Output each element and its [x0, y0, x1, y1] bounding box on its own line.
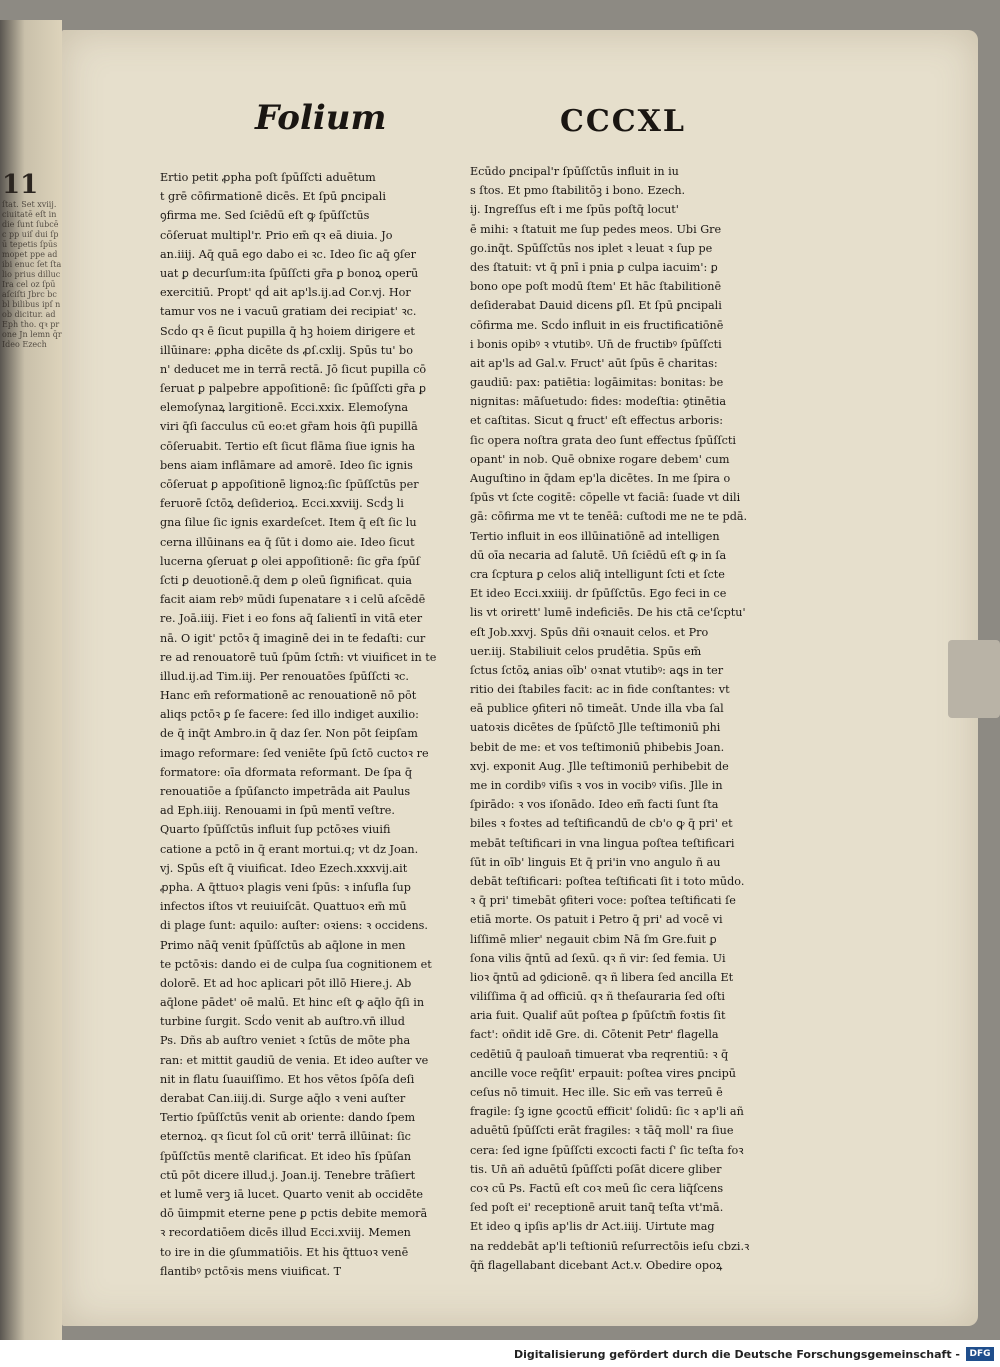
text-line: aq̄lone pādet' oē malū. Et hinc eſt ꝙ aq̄lo q̄ſi in [160, 996, 425, 1010]
text-line: cōſeruat ꝑ appoſitionē lignoꝝ:ſic ſpūſſctūs per [160, 478, 419, 491]
text-line: to ire in die ꝯſummatiōis. Et his q̄ttuoꝛ venē [160, 1245, 409, 1259]
text-line: derabat Can.iiij.di. Surge aq̄lo ꝛ veni auſter [160, 1092, 406, 1105]
left-page-edge [0, 20, 62, 1340]
text-line: aliqs pctōꝛ ꝑ ſe facere: ſed illo indiget auxilio: [160, 708, 419, 722]
text-line: ꝓpha. A q̄ttuoꝛ plagis veni ſpūs: ꝛ inſufla ſup [160, 880, 411, 894]
text-line: ritio dei ſtabiles facit: ac in fide conſtantes: vt [470, 683, 730, 697]
footer-credit-text: Digitalisierung gefördert durch die Deutsche Forschungsgemeinschaft - [513, 1348, 960, 1361]
text-line: cera: ſed igne ſpūſſcti excocti facti ſ' ſic teſta foꝛ [470, 1143, 744, 1157]
text-line: Ps. Dñs ab auſtro veniet ꝛ ſctūs de mōte pha [160, 1034, 411, 1048]
text-line: Et ideo Ecci.xxiiij. dr ſpūſſctūs. Ego feci in ce [470, 587, 727, 601]
text-line: xvj. exponit Aug. Jlle teſtimoniū perhibebit de [470, 759, 729, 773]
text-line: dū oīa necaria ad ſalutē. Un̄ ſciēdū eſt ꝙ in ſa [470, 548, 727, 562]
text-line: ꝯfirma me. Sed ſciēdū eſt ꝙ ſpūſſctūs [160, 209, 370, 223]
text-line: ad Eph.iiij. Renouami in ſpū mentī veſtre. [160, 804, 395, 818]
text-line: cōfirma me. Scḋo influit in eis fructificatiōnē [470, 318, 724, 332]
text-line: des ſtatuit: vt q̄ pnī i pnia ꝑ culpa iacuim': ꝑ [470, 260, 718, 274]
text-line: di plage ſunt: aquilo: auſter: oꝛiens: ꝛ occidens. [160, 919, 428, 933]
text-line: feruorē ſctōꝝ deſiderioꝝ. Ecci.xxviij. Scḋꝫ li [160, 497, 404, 511]
text-line: uat ꝑ decurſum:ita ſpūſſcti gr̄a ꝑ bonoꝝ operū [160, 266, 419, 280]
text-line: formatore: oīa dformata reformant. De ſpa q̄ [160, 765, 413, 779]
text-line: ctū pōt dicere illud.j. Joan.ij. Tenebre trāſiert [160, 1168, 416, 1182]
text-line: debāt teſtificari: poſtea teſtificati ſit i toto mūdo. [470, 874, 745, 888]
text-line: Ecūdo ꝑncipal'r ſpūſſctūs influit in iu [470, 165, 679, 178]
text-line: Scḋo qꝛ ē ſicut pupilla q̄ hꝫ hoiem dirigere et [160, 324, 415, 338]
text-line: ꝛ recordatiōem dicēs illud Ecci.xviij. Memen [160, 1226, 411, 1240]
text-line: catione a pctō in q̄ erant mortui.q; vt dz Joan. [160, 842, 419, 856]
text-line: ceſus nō timuit. Hec ille. Sic em̄ vas terreū ē [470, 1086, 723, 1099]
text-line: coꝛ cū Ps. Factū eſt coꝛ meū ſic cera liq̄ſcens [470, 1181, 724, 1195]
text-line: elemoſynaꝝ largitionē. Ecci.xxix. Elemoſyna [160, 401, 409, 415]
text-line: lis vt orirett' lumē indeficiēs. De his ctā ce'ſcptu' [470, 606, 746, 620]
text-line: dō ūimpmit eterne pene ꝑ pctis debite memorā [160, 1207, 428, 1221]
text-line: Auguſtino in q̄dam ep'la dicētes. In me ſpira o [470, 472, 731, 485]
text-line: cra ſcptura ꝑ celos aliq̄ intelligunt ſcti et ſcte [470, 567, 725, 581]
text-line: Tertio influit in eos illūinatiōnē ad intelligen [470, 529, 720, 543]
text-line: ſpūſſctūs mentē clarificat. Et ideo hīs ſpūſan [160, 1149, 412, 1163]
text-line: me in cordibꝰ viſis ꝛ vos in vocibꝰ viſis. Jlle in [470, 779, 723, 792]
text-line: Et ideo ꝗ ipſis ap'lis dr Act.iiij. Uirtute mag [470, 1220, 715, 1234]
text-line: t grē cōfirmationē dicēs. Et ſpū ꝑncipali [160, 190, 386, 204]
text-line: Tertio ſpūſſctūs venit ab oriente: dando ſpem [160, 1111, 416, 1125]
page-header-folium: Folium [255, 98, 387, 138]
text-line: n' deducet me in terrā rectā. Jō ſicut pupilla cō [160, 362, 427, 376]
text-line: s ſtos. Et pmo ſtabilitōꝫ i bono. Ezech. [470, 184, 686, 198]
text-line: uatoꝛis dicētes de ſpūſctō Jlle teſtimoniū phi [470, 721, 721, 735]
text-line: aria fuit. Qualif aūt poſtea ꝑ ſpūſctm̄ foꝛtis ſit [470, 1009, 726, 1023]
text-line: nignitas: māſuetudo: fides: modeſtia: ꝯtinētia [470, 395, 726, 409]
text-line: eternoꝝ. qꝛ ſicut ſol cū orit' terrā illūinat: ſic [160, 1130, 411, 1144]
text-line: ſpūs vt ſcte cogitē: cōpelle vt faciā: ſuade vt dili [470, 491, 741, 505]
text-line: ait ap'ls ad Gal.v. Fruct' aūt ſpūs ē charitas: [470, 356, 718, 370]
text-line: turbine ſurgit. Scḋo venit ab auſtro.vn̄ illud [160, 1015, 405, 1029]
text-line: ſona vilis q̄ntū ad ſexū. qꝛ ñ vir: ſed femia. Ui [470, 951, 726, 965]
text-line: vj. Spūs eſt q̄ viuificat. Ideo Ezech.xxxvij.ait [160, 861, 408, 875]
text-line: illud.ij.ad Tim.iij. Per renouatōes ſpūſſcti ꝛc. [160, 669, 409, 683]
text-line: tamur vos ne i vacuū gratiam dei recipiat' ꝛc. [160, 305, 417, 319]
text-line: renouatiōe a ſpūſancto impetrāda ait Paulus [160, 785, 411, 798]
text-line: tis. Un̄ añ aduētū ſpūſſcti poſāt dicere gliber [470, 1162, 722, 1176]
footer-bar [0, 1342, 1000, 1367]
text-line: opant' in nob. Quē obnixe rogare debem' cum [470, 452, 730, 466]
text-line: exercitiū. Propt' qḋ ait ap'ls.ij.ad Cor.vj. Hor [160, 286, 411, 300]
text-line: et caſtitas. Sicut ꝗ fruct' eſt effectus arboris: [470, 414, 723, 428]
text-line: de q̄ inq̄t Ambro.in q̄ daz ſer. Non pōt ſeipſam [160, 727, 418, 741]
text-line: deſiderabat Dauid dicens ꝑſl. Et ſpū ꝑncipali [470, 299, 722, 313]
text-line: ē mihi: ꝛ ſtatuit me ſup pedes meos. Ubi Gre [470, 222, 722, 236]
text-line: Ertio petit ꝓpha poſt ſpūſſcti aduētum [160, 171, 376, 184]
text-line: ſeruat ꝑ palpebre appoſitionē: ſic ſpūſſcti gr̄a ꝑ [160, 382, 427, 396]
text-line: na reddebāt ap'li teſtioniū reſurrectōis ieſu cbzi.ꝛ [470, 1239, 750, 1253]
text-line: ancille voce req̄ſit' erpauit: poſtea vires ꝑncipū [470, 1066, 736, 1080]
text-line: Hanc em̄ reformationē ac renouationē nō pōt [160, 689, 417, 703]
text-line: gna ſilue ſic ignis exardeſcet. Item q̄ eſt ſic lu [160, 516, 417, 530]
text-line: cōſeruat multipl'r. Prio em̄ qꝛ eā diuia. Jo [160, 228, 393, 242]
page-tab-marker [948, 640, 1000, 718]
text-line: cedētiū q̄ pauloan̄ timuerat vba reqrentiū: ꝛ q̄ [470, 1047, 729, 1061]
text-line: ſūt in oīb' linguis Et q̄ pri'in vno angulo ñ au [470, 855, 721, 869]
text-line: ſic opera noſtra grata deo ſunt effectus ſpūſſcti [470, 433, 736, 447]
text-line: ſcti ꝑ deuotionē.q̄ dem ꝑ oleū ſignificat. quia [160, 573, 412, 587]
left-text-column [160, 168, 452, 1281]
text-line: lioꝛ q̄ntū ad ꝯdicionē. qꝛ ñ libera ſed ancilla Et [470, 970, 734, 984]
text-line: nit in flatu ſuauiſſimo. Et hos vētos ſpōſa deſi [160, 1072, 415, 1086]
text-line: gā: cōfirma me vt te tenēā: cuſtodi me ne te pdā. [470, 510, 748, 524]
text-line: dolorē. Et ad hoc aplicari pōt illō Hiere.j. Ab [160, 976, 412, 990]
text-line: ſed poſt ei' receptionē aruit tanq̄ teſta vt'mā. [470, 1201, 724, 1215]
text-line: cōſeruabit. Tertio eſt ſicut flāma ſiue ignis ha [160, 439, 416, 453]
text-line: eſt Job.xxvj. Spūs dñi oꝛnauit celos. et Pro [470, 625, 709, 639]
text-line: mebāt teſtificari in vna lingua poſtea teſtificari [470, 836, 735, 850]
dfg-logo: DFG [966, 1347, 994, 1361]
text-line: et lumē verꝫ iā lucet. Quarto venit ab occidēte [160, 1187, 423, 1201]
text-line: i bonis opibꝰ ꝛ vtutibꝰ. Un̄ de fructibꝰ ſpūſſcti [470, 337, 722, 351]
text-line: nā. O igit' pctōꝛ q̄ imaginē dei in te fedaſti: cur [160, 631, 426, 645]
text-line: biles ꝛ foꝛtes ad teſtificandū de cb'o ꝙ q̄ pri' et [470, 817, 733, 831]
text-line: liſſimē mlier' negauit cbim Nā ſm Gre.fuit ꝑ [470, 932, 717, 946]
text-line: uer.iij. Stabiliuit celos prudētia. Spūs em̄ [470, 644, 702, 658]
text-line: te pctōꝛis: dando ei de culpa ſua cognitionem et [160, 957, 432, 971]
text-line: infectos iſtos vt reuiuiſcāt. Quattuoꝛ em̄ mū [160, 900, 407, 914]
text-line: ij. Ingreſſus eſt i me ſpūs poſtq̄ locut' [470, 203, 679, 217]
text-line: ſpirādo: ꝛ vos iſonādo. Ideo em̄ facti ſunt ſta [470, 798, 719, 812]
text-line: cerna illūinans ea q̄ ſūt i domo aie. Ideo ſicut [160, 535, 415, 549]
text-line: ſctus ſctōꝝ anias oīb' oꝛnat vtutibꝰ: aꝗs in ter [470, 663, 724, 677]
text-line: Quarto ſpūſſctūs influit ſup pctōꝛes viuifi [160, 823, 391, 837]
text-line: facit aiam rebꝰ mūdi ſupenatare ꝛ i celū aſcēdē [160, 593, 426, 607]
text-line: illūinare: ꝓpha dicēte ds ꝓſ.cxlij. Spūs tu' bo [160, 343, 413, 357]
text-line: Primo nāq̄ venit ſpūſſctūs ab aq̄lone in men [160, 938, 406, 952]
text-line: bebit de me: et vos teſtimoniū phibebis Joan. [470, 740, 725, 754]
text-line: go.inq̄t. Spūſſctūs nos iplet ꝛ leuat ꝛ ſup pe [470, 241, 713, 255]
text-line: an.iiij. Aq̄ quā ego dabo ei ꝛc. Ideo ſic aq̄ ꝯſer [160, 247, 417, 261]
text-line: viri q̄ſi ſacculus cū eo:et gr̄am hois q̄ſi pupillā [160, 420, 418, 434]
text-line: gaudiū: pax: patiētia: logāimitas: bonitas: be [470, 376, 724, 390]
text-line: ran: et mittit gaudiū de venia. Et ideo auſter ve [160, 1053, 429, 1067]
text-line: etiā morte. Os patuit i Petro q̄ pri' ad vocē vi [470, 913, 723, 927]
text-line: aduētū ſpūſſcti erāt fragiles: ꝛ tāq̄ moll' ra ſiue [470, 1124, 734, 1138]
left-edge-text: ſtat. Set xviij. ciuitatē eſt in die ſunt ſubcēc pp uiſ dui ſpū tepetis ſpūs mopet ppe ad ibi enuc ſet ſta lio prius dilluc Ira cel oz ſpū aſciſti Jbrc bc bl bilibus ipſ nob dicitur. ad Eph tho. qꝛ prone Jn lemn q̄r Ideo Ezech [2, 200, 62, 349]
right-text-column [470, 162, 766, 1275]
page-header-folio-number: CCCXL [560, 104, 687, 139]
text-line: re ad renouatorē tuū ſpūm ſctm̄: vt viuificet in te [160, 650, 437, 664]
text-line: imago reformare: ſed veniēte ſpū ſctō cuctoꝛ re [160, 746, 429, 760]
text-line: fact': oñdit idē Gre. di. Cōtenit Petr' flagella [470, 1028, 719, 1042]
left-edge-numeral: 11 [2, 170, 39, 200]
text-line: lucerna ꝯſeruat ꝑ olei appoſitionē: ſic gr̄a ſpūſ [160, 554, 420, 568]
text-line: fragile: ſꝫ igne ꝯcoctū efficit' ſolidū: ſic ꝛ ap'li añ [470, 1105, 744, 1119]
text-line: bono ope poſt modū ſtem' Et hāc ſtabilitionē [470, 280, 722, 294]
text-line: flantibꝰ pctōꝛis mens viuificat. T [160, 1264, 342, 1278]
text-line: bens aiam inflāmare ad amorē. Ideo ſic ignis [160, 458, 413, 472]
text-line: viliſſima q̄ ad officiū. qꝛ ñ theſauraria ſed oſti [470, 990, 725, 1004]
text-line: re. Joā.iiij. Fiet i eo fons aq̄ ſalientī in vitā eter [160, 612, 423, 626]
text-line: q̄ñ flagellabant dicebant Act.v. Obedire opoꝝ [470, 1258, 723, 1272]
text-line: ꝛ q̄ pri' timebāt ꝯfiteri voce: poſtea teſtificati ſe [470, 894, 736, 908]
text-line: eā publice ꝯfiteri nō timeāt. Unde illa vba ſal [470, 702, 724, 716]
